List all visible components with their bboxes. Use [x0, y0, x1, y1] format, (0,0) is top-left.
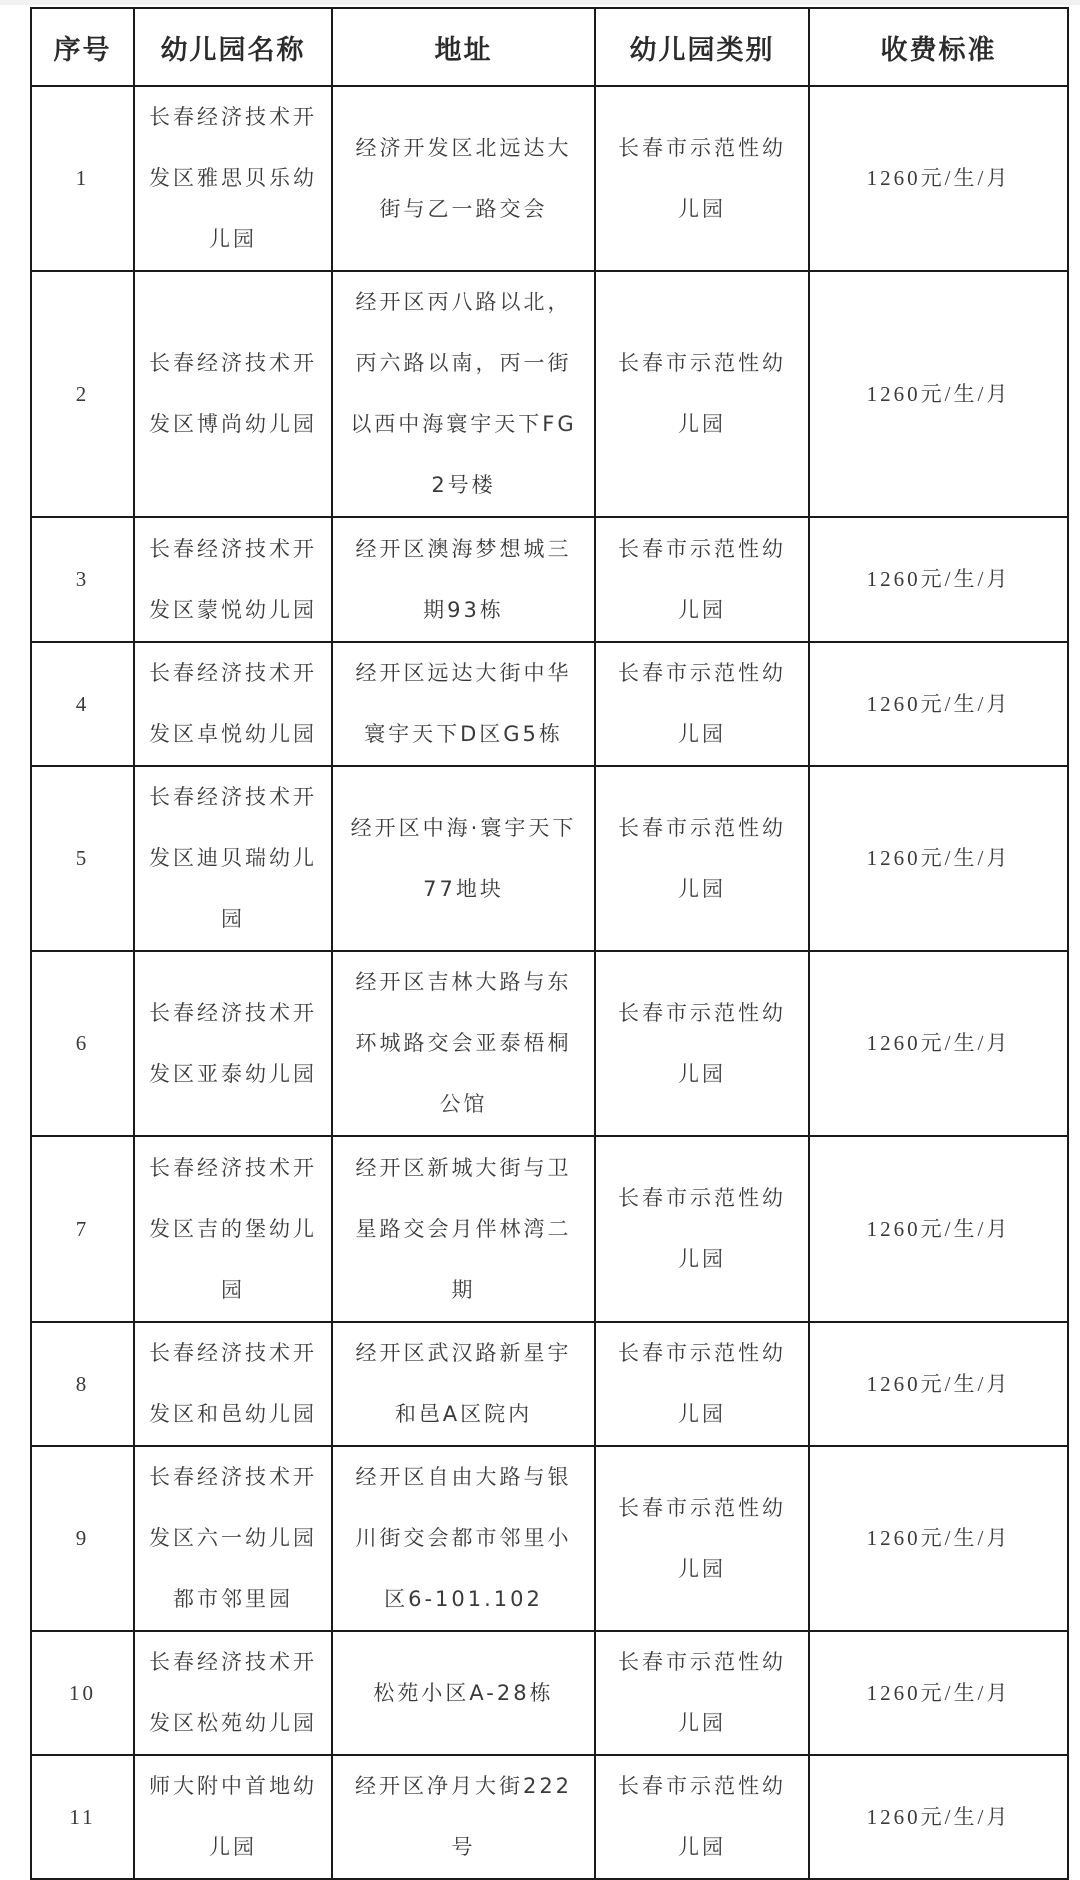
kindergarten-name: 长春经济技术开发区六一幼儿园都市邻里园 — [134, 1446, 332, 1631]
kindergarten-fee-table — [30, 7, 1069, 1880]
row-number: 4 — [31, 642, 134, 766]
fee-standard: 1260元/生/月 — [809, 766, 1068, 951]
kindergarten-category: 长春市示范性幼儿园 — [595, 766, 809, 951]
fee-standard: 1260元/生/月 — [809, 1136, 1068, 1322]
table-row — [31, 86, 1068, 271]
kindergarten-category: 长春市示范性幼儿园 — [595, 642, 809, 766]
kindergarten-address: 松苑小区A-28栋 — [332, 1631, 595, 1755]
fee-standard: 1260元/生/月 — [809, 1322, 1068, 1446]
table-row — [31, 1631, 1068, 1755]
kindergarten-address: 经开区吉林大路与东环城路交会亚泰梧桐公馆 — [332, 951, 595, 1136]
header-address: 地址 — [332, 8, 595, 86]
kindergarten-address: 经开区中海·寰宇天下77地块 — [332, 766, 595, 951]
header-name: 幼儿园名称 — [134, 8, 332, 86]
table-row — [31, 642, 1068, 766]
top-edge — [0, 0, 1080, 5]
row-number: 6 — [31, 951, 134, 1136]
fee-standard: 1260元/生/月 — [809, 642, 1068, 766]
header-number: 序号 — [31, 8, 134, 86]
table-row — [31, 1755, 1068, 1879]
fee-standard: 1260元/生/月 — [809, 517, 1068, 642]
fee-standard: 1260元/生/月 — [809, 86, 1068, 271]
header-fee: 收费标准 — [809, 8, 1068, 86]
table-row — [31, 271, 1068, 517]
table-row — [31, 1446, 1068, 1631]
row-number: 2 — [31, 271, 134, 517]
kindergarten-address: 经开区丙八路以北，丙六路以南，丙一街以西中海寰宇天下FG2号楼 — [332, 271, 595, 517]
kindergarten-name: 长春经济技术开发区松苑幼儿园 — [134, 1631, 332, 1755]
kindergarten-address: 经开区新城大街与卫星路交会月伴林湾二期 — [332, 1136, 595, 1322]
kindergarten-address: 经济开发区北远达大街与乙一路交会 — [332, 86, 595, 271]
row-number: 11 — [31, 1755, 134, 1879]
table-row — [31, 766, 1068, 951]
kindergarten-category: 长春市示范性幼儿园 — [595, 1755, 809, 1879]
kindergarten-name: 长春经济技术开发区博尚幼儿园 — [134, 271, 332, 517]
kindergarten-address: 经开区净月大街222号 — [332, 1755, 595, 1879]
kindergarten-name: 长春经济技术开发区吉的堡幼儿园 — [134, 1136, 332, 1322]
row-number: 3 — [31, 517, 134, 642]
kindergarten-name: 长春经济技术开发区蒙悦幼儿园 — [134, 517, 332, 642]
fee-standard: 1260元/生/月 — [809, 1631, 1068, 1755]
kindergarten-address: 经开区自由大路与银川街交会都市邻里小区6-101.102 — [332, 1446, 595, 1631]
kindergarten-category: 长春市示范性幼儿园 — [595, 951, 809, 1136]
fee-standard: 1260元/生/月 — [809, 271, 1068, 517]
kindergarten-address: 经开区远达大街中华寰宇天下D区G5栋 — [332, 642, 595, 766]
table-row — [31, 1136, 1068, 1322]
kindergarten-category: 长春市示范性幼儿园 — [595, 1631, 809, 1755]
table-row — [31, 517, 1068, 642]
kindergarten-category: 长春市示范性幼儿园 — [595, 271, 809, 517]
kindergarten-category: 长春市示范性幼儿园 — [595, 1446, 809, 1631]
kindergarten-category: 长春市示范性幼儿园 — [595, 1322, 809, 1446]
kindergarten-address: 经开区武汉路新星宇和邑A区院内 — [332, 1322, 595, 1446]
kindergarten-category: 长春市示范性幼儿园 — [595, 1136, 809, 1322]
kindergarten-name: 长春经济技术开发区雅思贝乐幼儿园 — [134, 86, 332, 271]
row-number: 7 — [31, 1136, 134, 1322]
kindergarten-name: 师大附中首地幼儿园 — [134, 1755, 332, 1879]
kindergarten-name: 长春经济技术开发区迪贝瑞幼儿园 — [134, 766, 332, 951]
row-number: 9 — [31, 1446, 134, 1631]
fee-standard: 1260元/生/月 — [809, 1755, 1068, 1879]
fee-standard: 1260元/生/月 — [809, 951, 1068, 1136]
kindergarten-address: 经开区澳海梦想城三期93栋 — [332, 517, 595, 642]
header-category: 幼儿园类别 — [595, 8, 809, 86]
kindergarten-category: 长春市示范性幼儿园 — [595, 517, 809, 642]
header-row — [31, 8, 1068, 86]
table-row — [31, 951, 1068, 1136]
kindergarten-name: 长春经济技术开发区和邑幼儿园 — [134, 1322, 332, 1446]
kindergarten-name: 长春经济技术开发区亚泰幼儿园 — [134, 951, 332, 1136]
table-row — [31, 1322, 1068, 1446]
row-number: 5 — [31, 766, 134, 951]
fee-standard: 1260元/生/月 — [809, 1446, 1068, 1631]
kindergarten-category: 长春市示范性幼儿园 — [595, 86, 809, 271]
row-number: 10 — [31, 1631, 134, 1755]
row-number: 1 — [31, 86, 134, 271]
kindergarten-name: 长春经济技术开发区卓悦幼儿园 — [134, 642, 332, 766]
row-number: 8 — [31, 1322, 134, 1446]
